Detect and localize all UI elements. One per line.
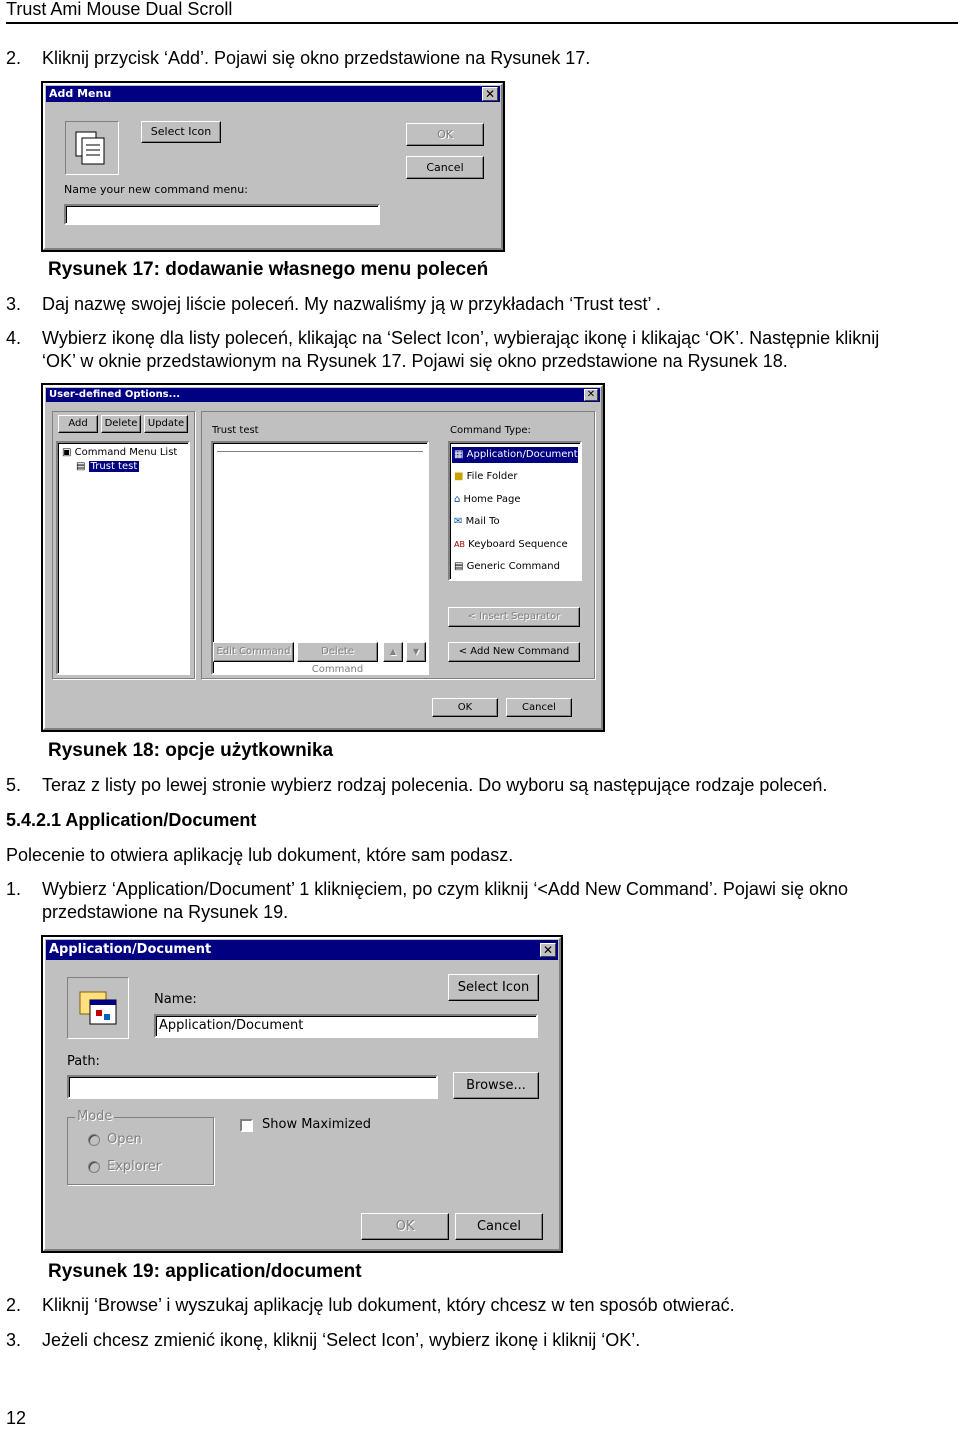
page-header (6, 0, 958, 24)
mode-group (67, 1117, 214, 1185)
cancel-button[interactable]: Cancel (406, 156, 484, 179)
ok-button[interactable]: OK (406, 123, 484, 146)
edit-command-button[interactable]: Edit Command (213, 642, 294, 662)
tree-child-item[interactable]: ▤ Trust test (76, 461, 138, 472)
close-icon[interactable]: ✕ (482, 87, 498, 101)
step-number: 3. (6, 1330, 22, 1350)
section-body: Polecenie to otwiera aplikację lub dokument, które sam podasz. (6, 845, 514, 865)
update-button[interactable]: Update (144, 415, 188, 433)
menu-icon: ▤ (76, 461, 86, 472)
mode-label: Mode (77, 1109, 113, 1124)
dialog-title: Application/Document (49, 942, 212, 957)
ok-button[interactable]: OK (361, 1213, 449, 1240)
name-label: Name: (154, 992, 197, 1007)
figure-caption: Rysunek 19: application/document (48, 1261, 362, 1282)
page-number: 12 (6, 1408, 27, 1428)
select-icon-button[interactable]: Select Icon (141, 121, 221, 143)
path-input[interactable] (67, 1075, 438, 1099)
figure-caption: Rysunek 18: opcje użytkownika (48, 740, 334, 761)
menu-name-label: Trust test (212, 425, 259, 436)
folder-icon: ▣ (62, 447, 72, 458)
keyboard-icon: AB (454, 540, 465, 549)
step-text-line1: Wybierz ikonę dla listy poleceń, klikając na ‘Select Icon’, wybierając ikonę i klikając ‘OK’. Następnie kliknij (42, 328, 880, 348)
dialog-title: User-defined Options... (49, 389, 181, 400)
separator-line (217, 451, 423, 454)
dialog-titlebar (46, 388, 600, 402)
type-item-generic-command[interactable]: ▤ Generic Command (454, 561, 560, 572)
generic-command-icon: ▤ (454, 561, 464, 572)
name-input[interactable]: Application/Document (154, 1014, 538, 1038)
application-icon: ▦ (454, 449, 464, 460)
step-number: 2. (6, 1295, 22, 1315)
step-text-line1: Wybierz ‘Application/Document’ 1 kliknięciem, po czym kliknij ‘<Add New Command’. Pojawi się okno (42, 879, 848, 899)
close-icon[interactable]: ✕ (584, 389, 598, 401)
show-maximized-checkbox[interactable] (240, 1119, 253, 1132)
step-number: 4. (6, 328, 22, 348)
dialog-title: Add Menu (49, 87, 112, 100)
command-list[interactable] (211, 441, 429, 675)
step-text: Kliknij ‘Browse’ i wyszukaj aplikację lub dokument, który chcesz w ten sposób otwierać. (42, 1295, 735, 1315)
open-label: Open (107, 1132, 142, 1147)
type-item-home-page[interactable]: ⌂ Home Page (454, 494, 521, 505)
cancel-button[interactable]: Cancel (455, 1213, 543, 1240)
step-text-line2: przedstawione na Rysunek 19. (42, 902, 289, 922)
step-text: Jeżeli chcesz zmienić ikonę, kliknij ‘Select Icon’, wybierz ikonę i kliknij ‘OK’. (42, 1330, 641, 1350)
move-down-icon[interactable]: ▼ (406, 642, 426, 662)
command-menu-tree[interactable] (56, 441, 190, 675)
user-defined-options-dialog (41, 383, 605, 732)
icon-preview (67, 977, 129, 1039)
mail-icon: ✉ (454, 516, 463, 527)
step-number: 5. (6, 775, 22, 795)
browse-button[interactable]: Browse... (453, 1072, 539, 1099)
show-maximized-label: Show Maximized (262, 1117, 372, 1132)
menu-name-input[interactable] (64, 204, 380, 225)
step-text-line2: ‘OK’ w oknie przedstawionym na Rysunek 17. Pojawi się okno przedstawione na Rysunek 18. (42, 351, 788, 371)
type-item-application[interactable]: ▦ Application/Document (452, 447, 578, 463)
type-item-keyboard-sequence[interactable]: AB Keyboard Sequence (454, 539, 568, 550)
section-heading: 5.4.2.1 Application/Document (6, 810, 257, 830)
cancel-button[interactable]: Cancel (506, 698, 572, 717)
step-text: Teraz z listy po lewej stronie wybierz rodzaj polecenia. Do wyboru są następujące rodzaje poleceń. (42, 775, 828, 795)
move-up-icon[interactable]: ▲ (383, 642, 403, 662)
step-text: Daj nazwę swojej liście poleceń. My nazwaliśmy ją w przykładach ‘Trust test’ . (42, 294, 661, 314)
type-item-mail-to[interactable]: ✉ Mail To (454, 516, 500, 527)
explorer-label: Explorer (107, 1159, 162, 1174)
menu-document-icon (66, 122, 118, 174)
select-icon-button[interactable]: Select Icon (448, 974, 539, 1001)
command-type-list[interactable] (448, 441, 582, 581)
path-label: Path: (67, 1054, 100, 1069)
folder-icon: ■ (454, 471, 464, 482)
step-number: 2. (6, 48, 22, 68)
insert-separator-button[interactable]: < Insert Separator (448, 607, 580, 627)
application-document-dialog (41, 935, 563, 1253)
dialog-titlebar (46, 940, 558, 960)
open-radio[interactable] (88, 1134, 100, 1146)
type-item-file-folder[interactable]: ■ File Folder (454, 471, 518, 482)
tree-root-item[interactable]: ▣ Command Menu List (62, 447, 178, 458)
command-type-label: Command Type: (450, 425, 531, 436)
delete-command-button[interactable]: Delete Command (297, 642, 378, 662)
home-page-icon: ⌂ (454, 494, 461, 505)
icon-preview (65, 121, 119, 175)
close-icon[interactable]: ✕ (540, 943, 556, 957)
document-title: Trust Ami Mouse Dual Scroll (6, 0, 233, 19)
add-new-command-button[interactable]: < Add New Command (448, 642, 580, 662)
explorer-radio[interactable] (88, 1161, 100, 1173)
add-menu-dialog (41, 81, 505, 252)
add-button[interactable]: Add (58, 415, 98, 433)
application-icon (68, 978, 128, 1038)
step-number: 3. (6, 294, 22, 314)
step-text: Kliknij przycisk ‘Add’. Pojawi się okno przedstawione na Rysunek 17. (42, 48, 591, 68)
delete-button[interactable]: Delete (101, 415, 141, 433)
name-label: Name your new command menu: (64, 183, 248, 196)
figure-caption: Rysunek 17: dodawanie własnego menu poleceń (48, 259, 489, 280)
ok-button[interactable]: OK (432, 698, 498, 717)
dialog-titlebar (46, 86, 500, 102)
step-number: 1. (6, 879, 22, 899)
